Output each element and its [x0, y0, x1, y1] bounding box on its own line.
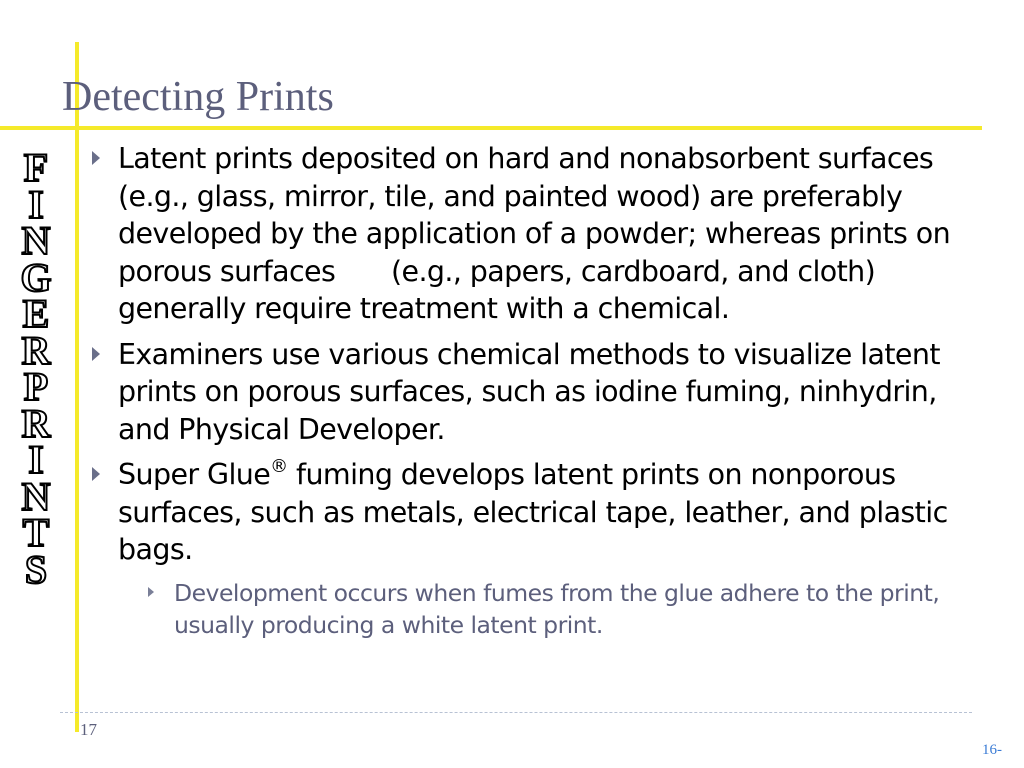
horizontal-accent-line — [0, 126, 982, 130]
sidebar-letter: F — [23, 145, 49, 190]
sidebar-letter: R — [21, 327, 51, 373]
bullet-text: Latent prints deposited on hard and nonabsorbent surfaces (e.g., glass, mirror, tile, and painted wood) are preferably developed by the application of a powder; whereas prints on porous surfaces (e.g., papers, cardboard, and cloth) generally require treatment with a chemical. — [118, 142, 951, 325]
bullet-item — [92, 456, 992, 641]
bullet-arrow-icon — [92, 347, 100, 361]
bullet-text-part: fuming develops latent prints on nonporous surfaces, such as metals, electrical tape, leather, and plastic bags. — [118, 458, 948, 566]
sidebar-letter: P — [23, 364, 49, 409]
sidebar-letter: N — [21, 218, 51, 263]
bullet-item — [92, 140, 992, 328]
sub-bullet-text: Development occurs when fumes from the glue adhere to the print, usually producing a white latent print. — [174, 578, 940, 639]
bullet-arrow-icon — [92, 467, 100, 481]
sidebar-letter: S — [24, 546, 48, 592]
vertical-accent-line — [75, 42, 79, 732]
bullet-text-part: Super Glue — [118, 458, 271, 491]
registered-mark: ® — [270, 456, 288, 477]
sidebar-letter: G — [20, 254, 52, 300]
page-number: 17 — [80, 720, 97, 739]
bullet-item — [92, 336, 992, 449]
sidebar-letter: R — [21, 400, 51, 446]
sub-bullet-arrow-icon — [148, 587, 154, 597]
sidebar-letter: T — [22, 510, 50, 555]
sidebar-letter: E — [22, 291, 50, 336]
sub-bullet-item — [118, 577, 992, 641]
bullet-text: Examiners use various chemical methods to visualize latent prints on porous surfaces, such as iodine fuming, ninhydrin, and Physical Developer. — [118, 337, 940, 446]
sidebar-letter: N — [21, 473, 51, 519]
bullet-list — [92, 140, 992, 649]
footer-divider — [60, 712, 972, 713]
sidebar-letter: I — [28, 437, 44, 482]
corner-slide-label: 16- — [982, 742, 1002, 758]
sidebar-letter: I — [28, 181, 44, 227]
slide-title: Detecting Prints — [62, 74, 334, 120]
fingerprints-vertical-label — [4, 145, 68, 592]
bullet-arrow-icon — [92, 151, 100, 165]
